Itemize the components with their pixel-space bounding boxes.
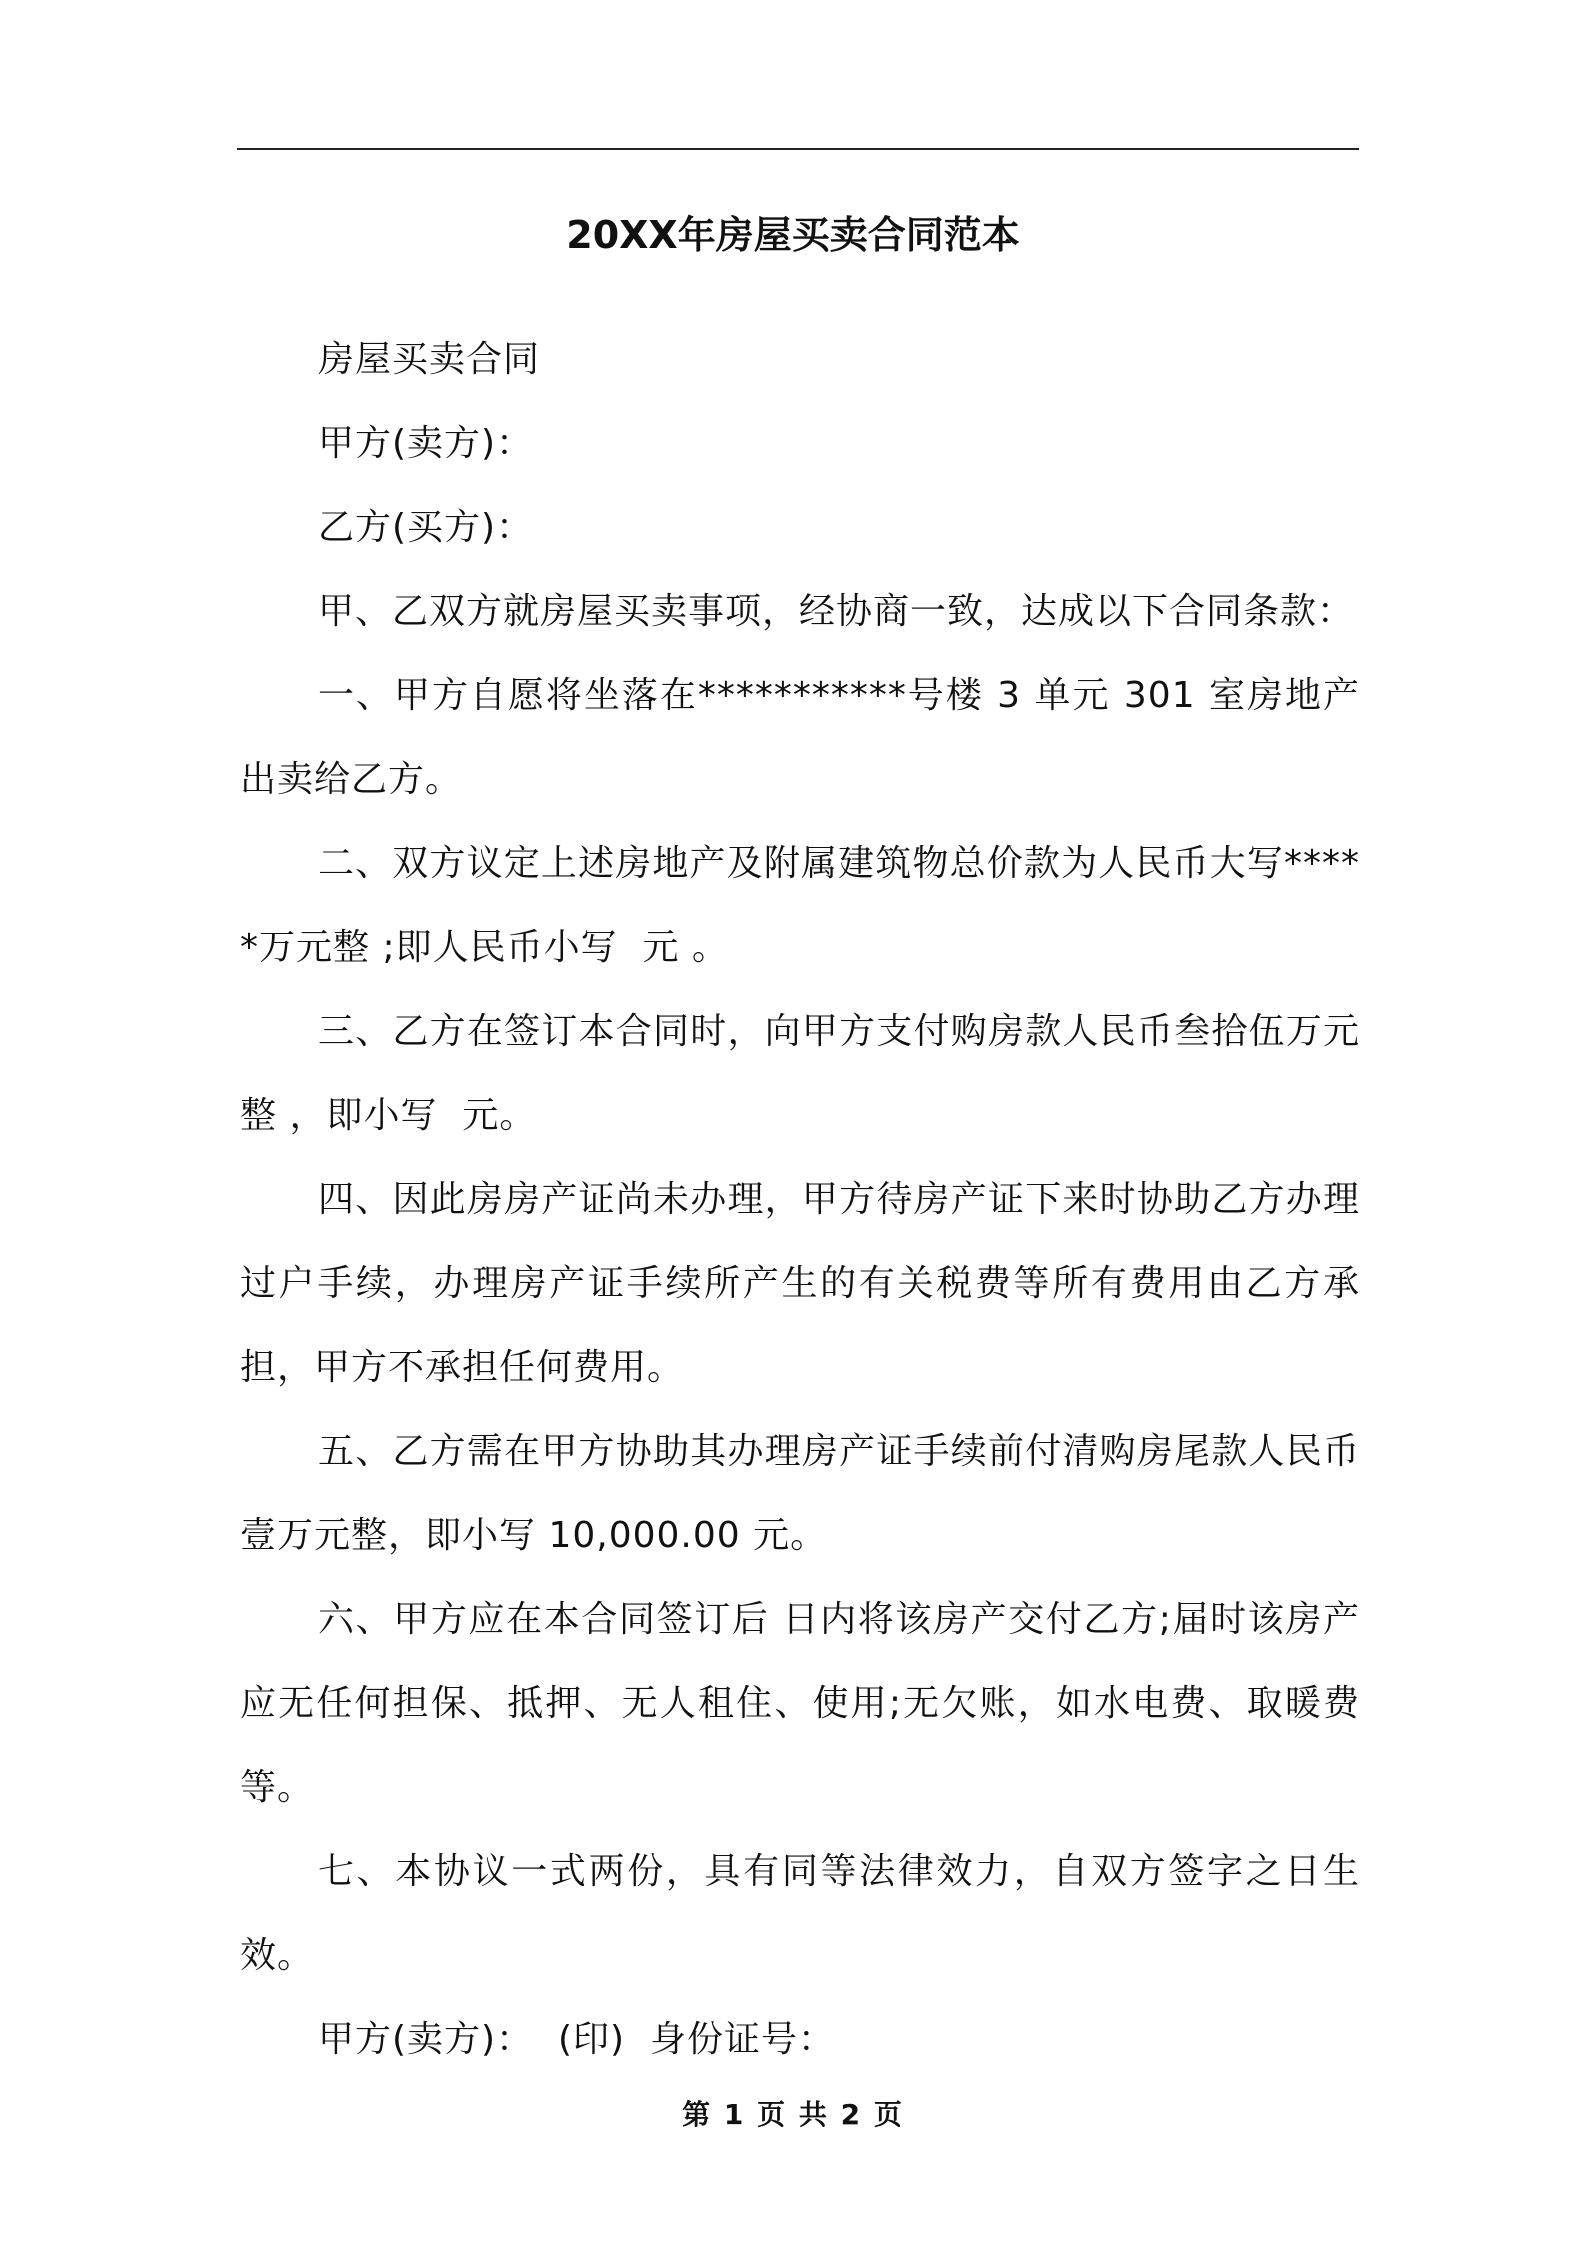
paragraph-clause-4: 四、因此房房产证尚未办理，甲方待房产证下来时协助乙方办理过户手续，办理房产证手续所产生的有关税费等所有费用由乙方承担，甲方不承担任何费用。 [240,1179,1360,1388]
page-footer: 第 1 页 共 2 页 [682,2098,904,2131]
paragraph-party-a: 甲方(卖方)： [318,423,534,464]
document-body [240,318,1360,2082]
paragraph-clause-3: 三、乙方在签订本合同时，向甲方支付购房款人民币叁拾伍万元整 ，即小写 元。 [240,1011,1360,1136]
paragraph-clause-7: 七、本协议一式两份，具有同等法律效力，自双方签字之日生效。 [240,1851,1360,1976]
paragraph-party-b: 乙方(买方)： [318,507,534,548]
paragraph-clause-6: 六、甲方应在本合同签订后 日内将该房产交付乙方;届时该房产应无任何担保、抵押、无人租住、使用;无欠账，如水电费、取暖费等。 [240,1599,1360,1808]
paragraph-clause-5: 五、乙方需在甲方协助其办理房产证手续前付清购房尾款人民币壹万元整，即小写 10,000.00 元。 [240,1431,1360,1556]
document-title: 20XX年房屋买卖合同范本 [566,213,1020,257]
header-rule [237,148,1359,150]
paragraph-contract-heading: 房屋买卖合同 [318,339,541,380]
paragraph-preamble: 甲、乙双方就房屋买卖事项，经协商一致，达成以下合同条款： [318,591,1355,632]
paragraph-clause-2: 二、双方议定上述房地产及附属建筑物总价款为人民币大写*****万元整 ;即人民币小写 元 。 [240,843,1360,968]
paragraph-signature-party-a: 甲方(卖方)： (印) 身份证号： [318,2019,835,2060]
paragraph-clause-1: 一、甲方自愿将坐落在***********号楼 3 单元 301 室房地产出卖给乙方。 [240,675,1360,800]
